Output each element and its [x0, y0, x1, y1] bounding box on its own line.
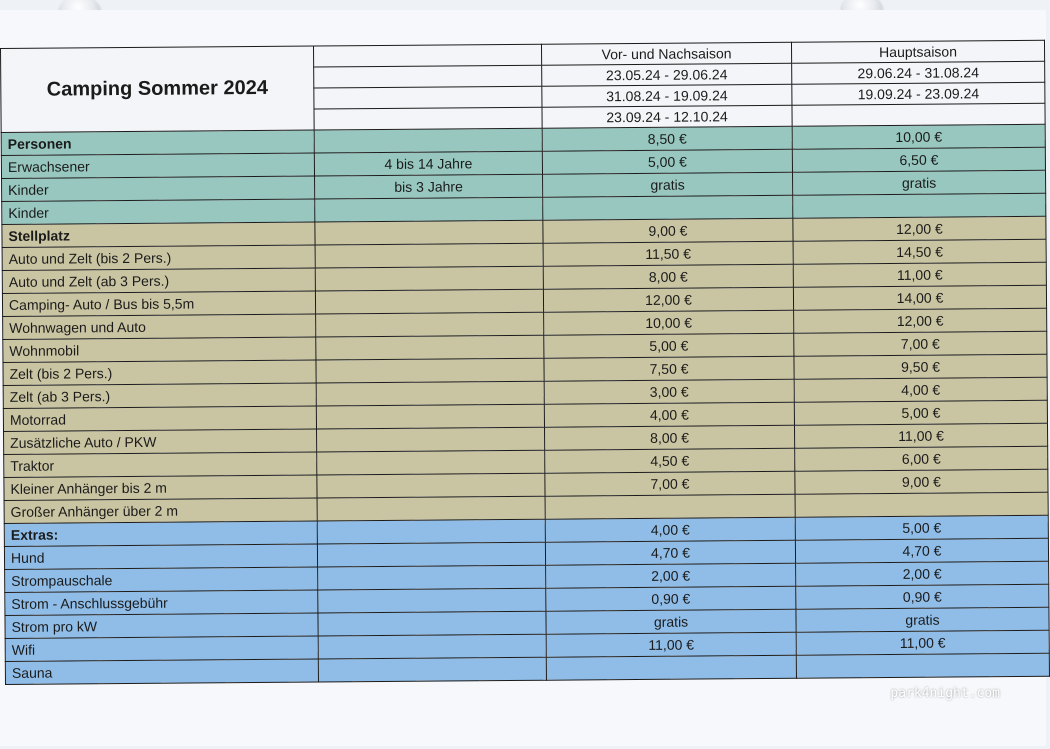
price-high: 9,00 €: [795, 469, 1048, 494]
note-cell: [317, 427, 545, 452]
season-low-date: 31.08.24 - 19.09.24: [542, 84, 792, 107]
watermark: park4night.com: [890, 686, 1000, 701]
section-label: Extras:: [4, 521, 317, 546]
note-cell: [317, 473, 545, 498]
row-name: Strompauschale: [5, 567, 318, 592]
season-high-date: 19.09.24 - 23.09.24: [792, 82, 1045, 105]
section-label: Personen: [1, 130, 314, 155]
price-low: gratis: [543, 172, 793, 197]
note-cell: [316, 404, 544, 429]
price-high: 5,00 €: [794, 400, 1047, 425]
page-title: Camping Sommer 2024: [1, 46, 315, 132]
row-name: Erwachsener: [1, 153, 314, 178]
price-table: [0, 40, 1050, 685]
row-name: Auto und Zelt (bis 2 Pers.): [2, 245, 315, 270]
row-name: Traktor: [4, 452, 317, 477]
note-cell: [315, 243, 543, 268]
price-low: 4,00 €: [544, 402, 794, 427]
price-high: 10,00 €: [792, 124, 1045, 149]
row-name: Großer Anhänger über 2 m: [4, 498, 317, 523]
note-cell: [318, 634, 546, 659]
price-low: 8,50 €: [542, 126, 792, 151]
price-low: 8,00 €: [544, 425, 794, 450]
price-high: gratis: [796, 607, 1049, 632]
row-note: [315, 197, 543, 222]
row-name: Strom - Anschlussgebühr: [5, 590, 318, 615]
price-high: 14,00 €: [793, 285, 1046, 310]
header-note-cell: [314, 65, 542, 88]
price-low: 8,00 €: [543, 264, 793, 289]
price-low: 5,00 €: [542, 149, 792, 174]
row-name: Kinder: [2, 176, 315, 201]
price-low: 5,00 €: [544, 333, 794, 358]
row-name: Motorrad: [3, 406, 316, 431]
season-low-date: 23.05.24 - 29.06.24: [542, 63, 792, 86]
note-cell: [317, 496, 545, 521]
price-high: [796, 653, 1049, 678]
season-high-date: 29.06.24 - 31.08.24: [792, 61, 1045, 84]
price-sheet: [0, 10, 1046, 746]
row-name: Kinder: [2, 199, 315, 224]
header-note-cell: [313, 44, 541, 67]
season-low-label: Vor- und Nachsaison: [541, 42, 791, 65]
price-low: 7,00 €: [545, 471, 795, 496]
note-cell: [318, 565, 546, 590]
note-cell: [316, 381, 544, 406]
price-high: [793, 193, 1046, 218]
section-label: Stellplatz: [2, 222, 315, 247]
note-cell: [317, 519, 545, 544]
price-high: 11,00 €: [793, 262, 1046, 287]
price-low: 4,50 €: [545, 448, 795, 473]
row-note: bis 3 Jahre: [315, 174, 543, 199]
price-low: 2,00 €: [546, 563, 796, 588]
note-cell: [317, 542, 545, 567]
header-note-cell: [314, 107, 542, 130]
price-low: 3,00 €: [544, 379, 794, 404]
row-name: Zelt (ab 3 Pers.): [3, 383, 316, 408]
price-low: 7,50 €: [544, 356, 794, 381]
price-low: 11,00 €: [546, 632, 796, 657]
row-name: Wohnmobil: [3, 337, 316, 362]
note-cell: [316, 335, 544, 360]
price-high: 4,70 €: [795, 538, 1048, 563]
row-name: Wifi: [5, 636, 318, 661]
price-high: 11,00 €: [794, 423, 1047, 448]
row-name: Zelt (bis 2 Pers.): [3, 360, 316, 385]
note-cell: [318, 657, 546, 682]
season-high-label: Hauptsaison: [791, 40, 1044, 63]
season-low-date: 23.09.24 - 12.10.24: [542, 105, 792, 128]
note-cell: [316, 312, 544, 337]
price-low: 4,70 €: [545, 540, 795, 565]
note-cell: [318, 611, 546, 636]
price-high: gratis: [793, 170, 1046, 195]
price-high: 11,00 €: [796, 630, 1049, 655]
note-cell: [315, 289, 543, 314]
price-high: 7,00 €: [794, 331, 1047, 356]
price-low: [545, 494, 795, 519]
row-name: Sauna: [5, 659, 318, 684]
row-name: Camping- Auto / Bus bis 5,5m: [2, 291, 315, 316]
price-high: 0,90 €: [796, 584, 1049, 609]
price-low: [546, 655, 796, 680]
season-high-date: [792, 103, 1045, 126]
note-cell: [315, 266, 543, 291]
price-high: 4,00 €: [794, 377, 1047, 402]
row-name: Kleiner Anhänger bis 2 m: [4, 475, 317, 500]
row-name: Hund: [4, 544, 317, 569]
price-low: 9,00 €: [543, 218, 793, 243]
price-high: 6,50 €: [792, 147, 1045, 172]
price-low: gratis: [546, 609, 796, 634]
price-low: 12,00 €: [543, 287, 793, 312]
price-high: [795, 492, 1048, 517]
note-cell: [318, 588, 546, 613]
price-low: 0,90 €: [546, 586, 796, 611]
price-low: 11,50 €: [543, 241, 793, 266]
price-high: 12,00 €: [794, 308, 1047, 333]
row-name: Strom pro kW: [5, 613, 318, 638]
row-name: Zusätzliche Auto / PKW: [4, 429, 317, 454]
note-cell: [317, 450, 545, 475]
price-high: 14,50 €: [793, 239, 1046, 264]
price-high: 12,00 €: [793, 216, 1046, 241]
header-note-cell: [314, 86, 542, 109]
price-low: 10,00 €: [544, 310, 794, 335]
price-high: 5,00 €: [795, 515, 1048, 540]
price-low: 4,00 €: [545, 517, 795, 542]
note-cell: [314, 128, 542, 153]
price-high: 2,00 €: [796, 561, 1049, 586]
row-name: Auto und Zelt (ab 3 Pers.): [2, 268, 315, 293]
row-note: 4 bis 14 Jahre: [314, 151, 542, 176]
note-cell: [316, 358, 544, 383]
row-name: Wohnwagen und Auto: [3, 314, 316, 339]
price-low: [543, 195, 793, 220]
note-cell: [315, 220, 543, 245]
price-high: 9,50 €: [794, 354, 1047, 379]
price-high: 6,00 €: [795, 446, 1048, 471]
